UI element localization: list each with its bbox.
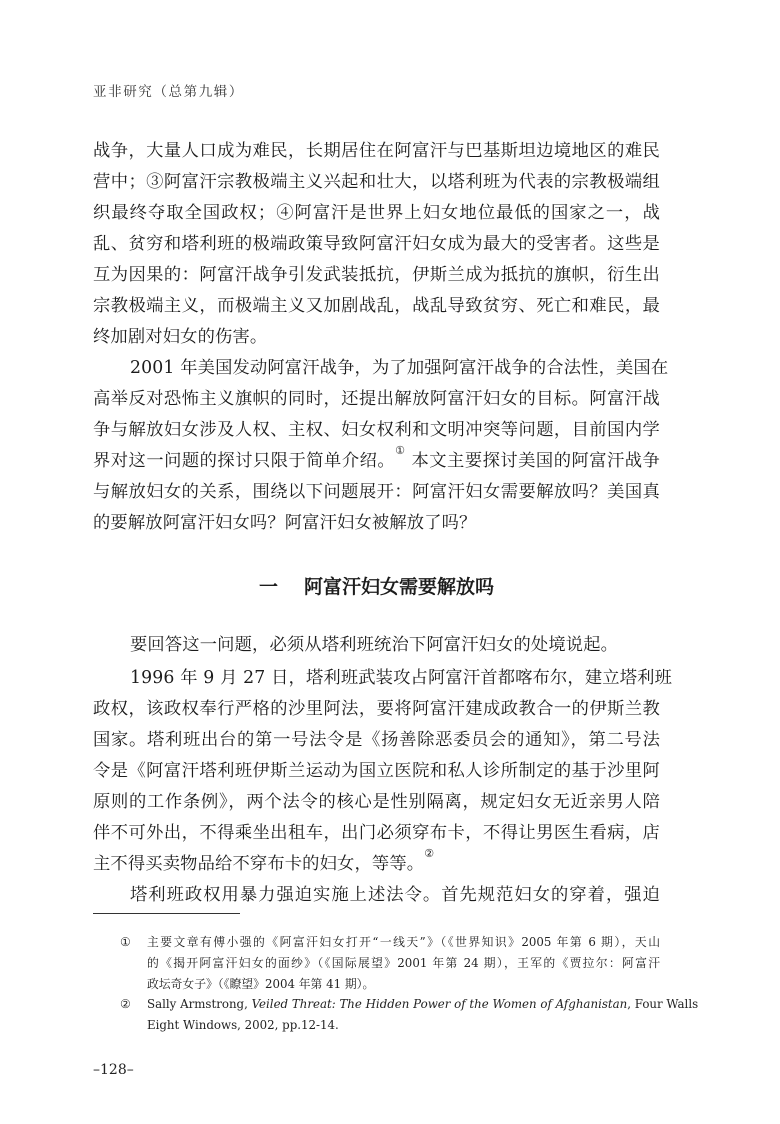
running-header: 亚非研究（总第九辑）	[93, 84, 244, 100]
footnote-ref-1[interactable]: ①	[395, 444, 406, 457]
body-line: 政权，该政权奉行严格的沙里阿法，要将阿富汗建成政教合一的伊斯兰教	[93, 699, 660, 719]
footnote-mark: ②	[120, 997, 131, 1011]
body-line: 令是《阿富汗塔利班伊斯兰运动为国立医院和私人诊所制定的基于沙里阿	[93, 761, 660, 781]
body-line: 高举反对恐怖主义旗帜的同时，还提出解放阿富汗妇女的目标。阿富汗战	[93, 389, 660, 409]
body-line: 织最终夺取全国政权；④阿富汗是世界上妇女地位最低的国家之一，战	[93, 203, 660, 223]
body-line: 争与解放妇女涉及人权、主权、妇女权利和文明冲突等问题，目前国内学	[93, 420, 660, 440]
body-line: 国家。塔利班出台的第一号法令是《扬善除恶委员会的通知》，第二号法	[93, 730, 660, 750]
section-heading	[93, 572, 660, 602]
body-line: 营中；③阿富汗宗教极端主义兴起和壮大，以塔利班为代表的宗教极端组	[93, 172, 660, 192]
body-line: 的要解放阿富汗妇女吗？阿富汗妇女被解放了吗？	[93, 513, 477, 533]
body-line: 宗教极端主义，而极端主义又加剧战乱，战乱导致贫穷、死亡和难民，最	[93, 296, 660, 316]
text-segment: 界对这一问题的探讨只限于简单介绍。	[93, 451, 396, 471]
body-line: 互为因果的：阿富汗战争引发武装抵抗，伊斯兰成为抵抗的旗帜，衍生出	[93, 265, 660, 285]
footnote-line: Eight Windows, 2002, pp.12-14.	[147, 1018, 339, 1032]
body-line: 2001 年美国发动阿富汗战争，为了加强阿富汗战争的合法性，美国在	[130, 358, 669, 378]
citation-title: Veiled Threat: The Hidden Power of the Women of Afghanistan	[251, 997, 628, 1011]
body-line: 原则的工作条例》，两个法令的核心是性别隔离，规定妇女无近亲男人陪	[93, 792, 660, 812]
body-line: 乱、贫穷和塔利班的极端政策导致阿富汗妇女成为最大的受害者。这些是	[93, 234, 660, 254]
body-line: 战争，大量人口成为难民，长期居住在阿富汗与巴基斯坦边境地区的难民	[93, 141, 660, 161]
body-line: 与解放妇女的关系，围绕以下问题展开：阿富汗妇女需要解放吗？美国真	[93, 482, 660, 502]
footnote-mark: ①	[120, 935, 131, 949]
footnote-line	[147, 994, 699, 1015]
body-line: 终加剧对妇女的伤害。	[93, 327, 268, 347]
footnote-divider	[93, 913, 240, 914]
body-line: 1996 年 9 月 27 日，塔利班武装攻占阿富汗首都喀布尔，建立塔利班	[130, 668, 673, 688]
body-line: 伴不可外出，不得乘坐出租车，出门必须穿布卡，不得让男医生看病，店	[93, 823, 660, 843]
body-line-with-footnote-ref	[93, 444, 660, 475]
footnote-line: 的《揭开阿富汗妇女的面纱》（《国际展望》2001 年第 24 期），王军的《贾拉尔：阿富汗	[147, 956, 660, 970]
body-line-with-footnote-ref	[93, 847, 660, 878]
page-number: –128–	[93, 1062, 134, 1078]
footnote-line: 政坛奇女子》（《瞭望》2004 年第 41 期）。	[147, 977, 375, 991]
text-segment: 主不得买卖物品给不穿布卡的妇女，等等。	[93, 854, 425, 874]
text-segment: 本文主要探讨美国的阿富汗战争	[405, 451, 660, 471]
section-number: 一	[258, 576, 278, 598]
footnote-ref-2[interactable]: ②	[424, 847, 435, 860]
footnote-line: 主要文章有傅小强的《阿富汗妇女打开“一线天”》（《世界知识》2005 年第 6 期），天山	[147, 935, 660, 949]
citation-publisher: , Four Walls	[627, 997, 699, 1011]
body-line: 要回答这一问题，必须从塔利班统治下阿富汗妇女的处境说起。	[130, 635, 619, 655]
body-line: 塔利班政权用暴力强迫实施上述法令。首先规范妇女的穿着，强迫	[130, 885, 660, 905]
section-title: 阿富汗妇女需要解放吗	[304, 576, 495, 598]
citation-author: Sally Armstrong,	[147, 997, 248, 1011]
